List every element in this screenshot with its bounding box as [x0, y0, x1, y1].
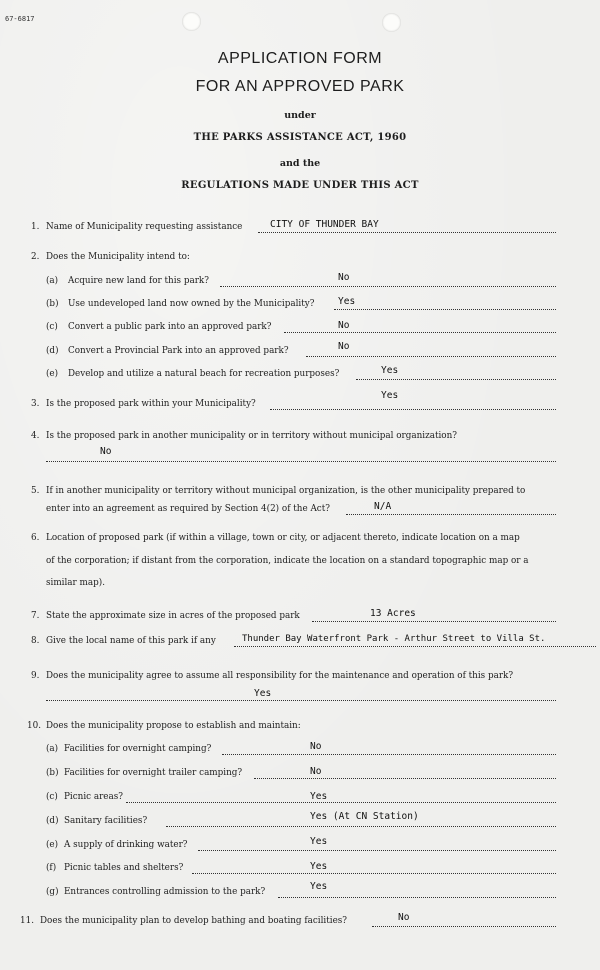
- q2d-answer-line: [306, 356, 556, 357]
- q6-line3: similar map).: [46, 578, 105, 588]
- q10g-label: Entrances controlling admission to the park?: [64, 887, 266, 897]
- header-under: under: [284, 110, 316, 121]
- q2c-letter: (c): [46, 322, 58, 332]
- q2b-letter: (b): [46, 299, 59, 309]
- q1-answer[interactable]: CITY OF THUNDER BAY: [270, 219, 379, 230]
- q7-label: State the approximate size in acres of the proposed park: [46, 611, 300, 621]
- q10f-answer[interactable]: Yes: [310, 861, 328, 872]
- form-title: APPLICATION FORM: [217, 50, 383, 67]
- q10c-answer-line: [126, 802, 556, 803]
- q2d-answer[interactable]: No: [338, 341, 350, 352]
- q1-label: Name of Municipality requesting assistance: [46, 222, 243, 232]
- q10f-label: Picnic tables and shelters?: [64, 863, 184, 873]
- q10b-label: Facilities for overnight trailer camping?: [64, 768, 243, 778]
- q10b-answer-line: [254, 778, 556, 779]
- q10b-answer[interactable]: No: [310, 766, 322, 777]
- q2a-answer[interactable]: No: [338, 272, 350, 283]
- q2d-letter: (d): [46, 346, 59, 356]
- q2b-answer-line: [334, 309, 556, 310]
- form-subtitle: FOR AN APPROVED PARK: [195, 78, 405, 95]
- q6-number: 6.: [31, 533, 40, 543]
- q10d-answer[interactable]: Yes (At CN Station): [310, 811, 419, 822]
- header-regulations: REGULATIONS MADE UNDER THIS ACT: [181, 180, 419, 191]
- q10g-answer[interactable]: Yes: [310, 881, 328, 892]
- q2e-letter: (e): [46, 369, 59, 379]
- q3-number: 3.: [31, 399, 40, 409]
- q2c-label: Convert a public park into an approved park?: [68, 322, 272, 332]
- q10e-answer[interactable]: Yes: [310, 836, 328, 847]
- q10a-letter: (a): [46, 744, 59, 754]
- q10c-letter: (c): [46, 792, 58, 802]
- q2e-answer[interactable]: Yes: [381, 365, 399, 376]
- q10d-answer-line: [166, 826, 556, 827]
- q8-answer-line: [234, 646, 596, 647]
- q10e-label: A supply of drinking water?: [64, 840, 188, 850]
- punch-hole-left: [182, 12, 201, 31]
- q2e-label: Develop and utilize a natural beach for recreation purposes?: [68, 369, 340, 379]
- q10f-answer-line: [192, 873, 556, 874]
- q10g-answer-line: [278, 897, 556, 898]
- q10-label: Does the municipality propose to establish and maintain:: [46, 721, 301, 731]
- q10c-label: Picnic areas?: [64, 792, 123, 802]
- q4-number: 4.: [31, 431, 40, 441]
- q6-line1: Location of proposed park (if within a village, town or city, or adjacent thereto, indicate location on a map: [46, 533, 520, 543]
- q11-number: 11.: [20, 916, 34, 926]
- q3-label: Is the proposed park within your Municipality?: [46, 399, 256, 409]
- q2c-answer[interactable]: No: [338, 320, 350, 331]
- q10c-answer[interactable]: Yes: [310, 791, 328, 802]
- form-number: 67-6817: [5, 15, 35, 23]
- q9-answer[interactable]: Yes: [254, 688, 272, 699]
- q9-number: 9.: [31, 671, 40, 681]
- q11-answer[interactable]: No: [398, 912, 410, 923]
- q3-answer[interactable]: Yes: [381, 390, 399, 401]
- punch-hole-right: [382, 13, 401, 32]
- q3-answer-line: [270, 409, 556, 410]
- q2c-answer-line: [284, 332, 556, 333]
- q4-label: Is the proposed park in another municipality or in territory without municipal organization?: [46, 431, 457, 441]
- q2-label: Does the Municipality intend to:: [46, 252, 190, 262]
- q10-number: 10.: [27, 721, 41, 731]
- q9-label: Does the municipality agree to assume all responsibility for the maintenance and operation of this park?: [46, 671, 514, 681]
- q2b-answer[interactable]: Yes: [338, 296, 356, 307]
- q2a-label: Acquire new land for this park?: [68, 276, 209, 286]
- header-act: THE PARKS ASSISTANCE ACT, 1960: [193, 132, 407, 143]
- q10a-answer[interactable]: No: [310, 741, 322, 752]
- q10d-letter: (d): [46, 816, 59, 826]
- q5-line2: enter into an agreement as required by Section 4(2) of the Act?: [46, 504, 330, 514]
- q2-number: 2.: [31, 252, 40, 262]
- q8-answer[interactable]: Thunder Bay Waterfront Park - Arthur Street to Villa St.: [242, 634, 546, 644]
- q2a-letter: (a): [46, 276, 59, 286]
- q8-number: 8.: [31, 636, 40, 646]
- q10e-letter: (e): [46, 840, 59, 850]
- q2e-answer-line: [356, 379, 556, 380]
- q5-answer[interactable]: N/A: [374, 501, 392, 512]
- q1-answer-line: [258, 232, 556, 233]
- q1-number: 1.: [31, 222, 40, 232]
- q11-answer-line: [372, 926, 556, 927]
- q7-answer-line: [312, 621, 556, 622]
- q5-number: 5.: [31, 486, 40, 496]
- q9-answer-line: [46, 700, 556, 701]
- q10f-letter: (f): [46, 863, 57, 873]
- q10d-label: Sanitary facilities?: [64, 816, 148, 826]
- q10g-letter: (g): [46, 887, 59, 897]
- q5-answer-line: [346, 514, 556, 515]
- q7-number: 7.: [31, 611, 40, 621]
- q11-label: Does the municipality plan to develop bathing and boating facilities?: [40, 916, 348, 926]
- q6-line2: of the corporation; if distant from the corporation, indicate the location on a standard topographic map or a: [46, 556, 529, 566]
- q2d-label: Convert a Provincial Park into an approved park?: [68, 346, 289, 356]
- q10a-answer-line: [222, 754, 556, 755]
- q4-answer-line: [46, 461, 556, 462]
- q10a-label: Facilities for overnight camping?: [64, 744, 212, 754]
- q10b-letter: (b): [46, 768, 59, 778]
- header-and-the: and the: [279, 158, 321, 169]
- q7-answer[interactable]: 13 Acres: [370, 608, 416, 619]
- q4-answer[interactable]: No: [100, 446, 112, 457]
- q5-line1: If in another municipality or territory without municipal organization, is the other municipality prepared to: [46, 486, 526, 496]
- q10e-answer-line: [198, 850, 556, 851]
- q2b-label: Use undeveloped land now owned by the Municipality?: [68, 299, 315, 309]
- q2a-answer-line: [220, 286, 556, 287]
- q8-label: Give the local name of this park if any: [46, 636, 216, 646]
